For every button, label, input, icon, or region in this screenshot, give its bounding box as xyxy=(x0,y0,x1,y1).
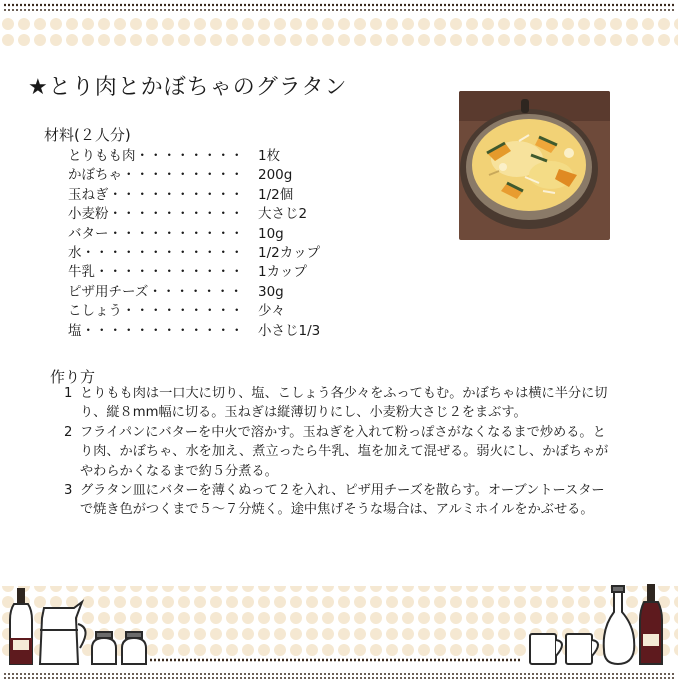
ingredient-name: かぼちゃ・・・・・・・・・ xyxy=(68,167,244,184)
spice-jar-left-icon xyxy=(92,632,116,664)
ingredient-item xyxy=(68,322,321,341)
ingredient-amount: 大さじ2 xyxy=(258,206,308,223)
dish-photo xyxy=(459,91,610,240)
step-item xyxy=(64,423,609,481)
ingredient-amount: 1枚 xyxy=(258,148,281,164)
ingredient-item xyxy=(68,283,284,302)
ingredient-name: バター・・・・・・・・・・ xyxy=(68,225,244,242)
ingredient-item xyxy=(68,225,284,244)
bottom-decorative-border xyxy=(0,578,678,681)
ingredient-amount: 1カップ xyxy=(258,264,307,281)
ingredients-heading: 材料(２人分) xyxy=(44,126,131,144)
ingredient-amount: 少々 xyxy=(258,303,285,320)
spice-jar-right-icon xyxy=(122,632,146,664)
ingredient-name: 小麦粉・・・・・・・・・・ xyxy=(68,206,244,223)
step-number: 2 xyxy=(64,424,73,440)
ingredient-item xyxy=(68,147,281,166)
step-item xyxy=(64,481,609,520)
ingredient-amount: 1/2個 xyxy=(258,186,294,203)
recipe-title: ★とり肉とかぼちゃのグラタン xyxy=(28,75,348,100)
ingredient-amount: 10g xyxy=(258,225,284,242)
step-text: グラタン皿にバターを薄くぬって２を入れ、ピザ用チーズを散らす。オーブントースターで焼き色がつくまで５～７分焼く。途中焦げそうな場合は、アルミホイルをかぶせる。 xyxy=(80,483,605,518)
ingredient-item xyxy=(68,205,308,224)
top-decorative-border xyxy=(0,0,678,55)
method-steps xyxy=(64,384,609,520)
ingredient-name: 玉ねぎ・・・・・・・・・・ xyxy=(68,186,244,203)
step-text: フライパンにバターを中火で溶かす。玉ねぎを入れて粉っぽさがなくなるまで炒める。とり肉、かぼちゃ、水を加え、煮立ったら牛乳、塩を加えて混ぜる。弱火にし、かぼちゃがやわらかくなるまで約５分煮る。 xyxy=(80,424,609,479)
ingredient-amount: 30g xyxy=(258,283,284,300)
ingredient-name: ピザ用チーズ・・・・・・・ xyxy=(68,283,243,300)
ingredient-amount: 200g xyxy=(258,167,293,184)
ingredient-name: 牛乳・・・・・・・・・・・ xyxy=(68,264,244,281)
method-heading: 作り方 xyxy=(50,368,96,386)
ingredient-item xyxy=(68,166,293,185)
ingredient-name: こしょう・・・・・・・・・ xyxy=(68,303,244,320)
step-item xyxy=(64,384,609,423)
ingredient-amount: 小さじ1/3 xyxy=(258,322,321,339)
ingredient-name: とりもも肉・・・・・・・・ xyxy=(68,148,244,164)
ingredient-amount: 1/2カップ xyxy=(258,244,321,261)
step-text: とりもも肉は一口大に切り、塩、こしょう各少々をふってもむ。かぼちゃは横に半分に切り、縦８mm幅に切る。玉ねぎは縦薄切りにし、小麦粉大さじ２をまぶす。 xyxy=(80,386,608,421)
ingredient-item xyxy=(68,186,294,205)
ingredient-item xyxy=(68,244,321,263)
step-number: 3 xyxy=(64,483,73,499)
ingredient-name: 水・・・・・・・・・・・・ xyxy=(68,244,244,261)
ingredients-list xyxy=(68,147,321,341)
ingredient-item xyxy=(68,263,307,282)
ingredient-name: 塩・・・・・・・・・・・・ xyxy=(68,322,244,339)
step-number: 1 xyxy=(64,386,73,401)
ingredient-item xyxy=(68,302,285,321)
